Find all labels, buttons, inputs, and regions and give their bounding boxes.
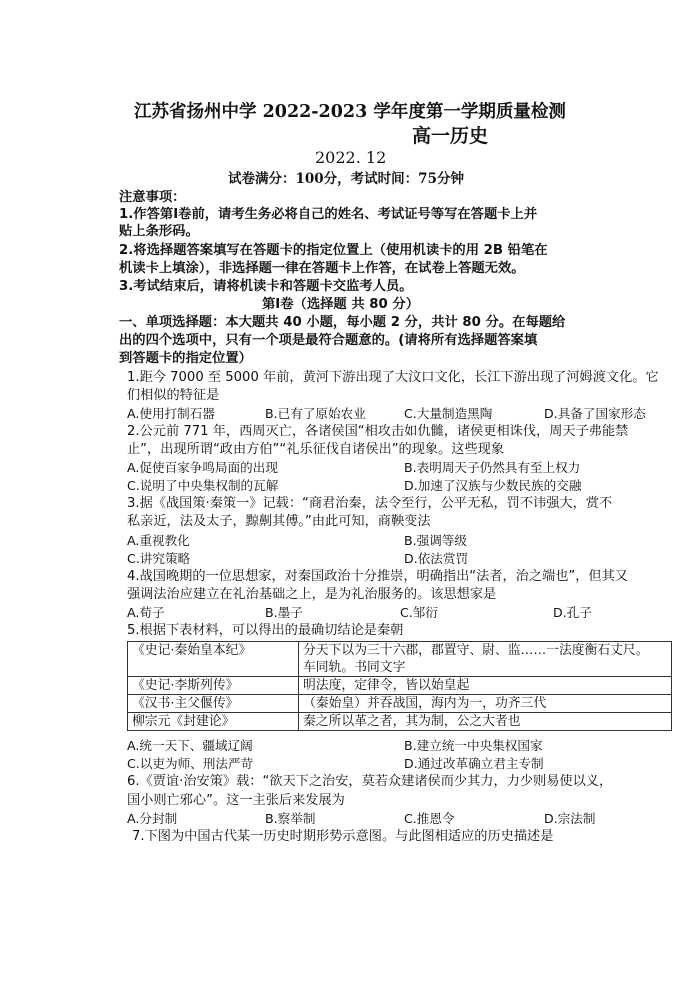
table-row: [128, 677, 672, 695]
table-row: [128, 713, 672, 731]
section-instructions-3: 到答题卡的指定位置）: [119, 351, 252, 366]
q1-stem-line-1: 1.距今 7000 至 5000 年前，黄河下游出现了大汶口文化，长江下游出现了河姆渡文化。它: [127, 370, 659, 385]
q6-option-a: A.分封制: [127, 811, 178, 826]
q6-option-d: D.宗法制: [544, 811, 596, 826]
table-row: [128, 642, 672, 677]
q2-option-b: B.表明周天子仍然具有至上权力: [404, 460, 581, 475]
q5-stem: 5.根据下表材料，可以得出的最确切结论是秦朝: [127, 623, 404, 638]
q4-option-c: C.邹衍: [400, 605, 438, 620]
notes-heading: 注意事项：: [119, 190, 186, 205]
subject-title: 高一历史: [412, 125, 489, 147]
q6-option-b: B.察举制: [265, 811, 316, 826]
exam-title: 江苏省扬州中学 2022-2023 学年度第一学期质量检测: [134, 102, 566, 122]
q2-option-c: C.说明了中央集权制的瓦解: [127, 478, 279, 493]
quote-cell: [299, 642, 672, 677]
source-cell: 《汉书·主父偃传》: [128, 695, 299, 713]
section-instructions-1: 一、单项选择题：本大题共 40 小题，每小题 2 分，共计 80 分。在每题给: [119, 315, 566, 330]
q5-option-d: D.通过改革确立君主专制: [404, 756, 544, 771]
quote-line: 车同轨。书同文字: [303, 660, 406, 675]
q4-option-b: B.墨子: [265, 605, 303, 620]
q5-option-b: B.建立统一中央集权国家: [404, 738, 543, 753]
q4-stem-line-1: 4.战国晚期的一位思想家，对秦国政治十分推崇，明确指出“法者，治之端也”，但其又: [127, 569, 628, 584]
section-title: 第Ⅰ卷（选择题 共 80 分）: [262, 297, 420, 312]
note-2-line-1: 2.将选择题答案填写在答题卡的指定位置上（使用机读卡的用 2B 铅笔在: [119, 243, 548, 258]
q5-source-table: [127, 641, 672, 731]
exam-date: 2022. 12: [315, 148, 387, 167]
note-3: 3.考试结束后，请将机读卡和答题卡交监考人员。: [119, 279, 413, 294]
q4-option-d: D.孔子: [553, 605, 592, 620]
q3-stem-line-2: 私亲近，法及太子，黥劓其傅。”由此可知，商鞅变法: [127, 514, 431, 529]
note-1-line-1: 1.作答第Ⅰ卷前，请考生务必将自己的姓名、考试证号等写在答题卡上并: [119, 207, 538, 222]
q1-option-b: B.已有了原始农业: [265, 406, 366, 421]
quote-cell: 秦之所以革之者，其为制，公之大者也: [299, 713, 672, 731]
q5-option-a: A.统一天下、疆域辽阔: [127, 738, 253, 753]
q2-stem-line-2: 止”，出现所谓“政由方伯”“礼乐征伐自诸侯出”的现象。这些现象: [127, 442, 505, 457]
q6-option-c: C.推恩令: [404, 811, 455, 826]
note-1-line-2: 贴上条形码。: [119, 224, 199, 239]
quote-line: 分天下以为三十六郡，郡置守、尉、监……一法度衡石丈尺。: [303, 643, 649, 658]
q1-stem-line-2: 们相似的特征是: [127, 388, 220, 403]
q3-option-c: C.讲究策略: [127, 551, 191, 566]
q2-option-d: D.加速了汉族与少数民族的交融: [404, 478, 582, 493]
quote-cell: 明法度，定律令，皆以始皇起: [299, 677, 672, 695]
q3-option-b: B.强调等级: [404, 533, 468, 548]
q4-option-a: A.荀子: [127, 605, 165, 620]
q1-option-a: A.使用打制石器: [127, 406, 215, 421]
q2-stem-line-1: 2.公元前 771 年，西周灭亡，各诸侯国“相攻击如仇雠，诸侯更相诛伐，周天子弗能禁: [127, 424, 629, 439]
q6-stem-line-1: 6.《贾谊·治安策》载：“欲天下之治安，莫若众建诸侯而少其力，力少则易使以义，: [127, 774, 613, 789]
quote-cell: （秦始皇）并吞战国，海内为一，功齐三代: [299, 695, 672, 713]
q5-option-c: C.以吏为师、刑法严苛: [127, 756, 254, 771]
q1-option-d: D.具备了国家形态: [544, 406, 646, 421]
exam-info: 试卷满分：100分，考试时间：75分钟: [228, 171, 464, 187]
q6-stem-line-2: 国小则亡邪心”。这一主张后来发展为: [127, 793, 345, 808]
q1-option-c: C.大量制造黑陶: [404, 406, 493, 421]
source-cell: 柳宗元《封建论》: [128, 713, 299, 731]
source-cell: 《史记·李斯列传》: [128, 677, 299, 695]
note-2-line-2: 机读卡上填涂），非选择题一律在答题卡上作答，在试卷上答题无效。: [119, 261, 525, 276]
q3-option-a: A.重视教化: [127, 533, 190, 548]
q4-stem-line-2: 强调法治应建立在礼治基础之上，是为礼治服务的。该思想家是: [127, 587, 497, 602]
q3-stem-line-1: 3.据《战国策·秦策一》记载：“商君治秦，法令至行，公平无私，罚不讳强大，赏不: [127, 496, 613, 511]
q2-option-a: A.促使百家争鸣局面的出现: [127, 460, 278, 475]
source-cell: 《史记·秦始皇本纪》: [128, 642, 299, 677]
q3-option-d: D.依法赏罚: [404, 551, 469, 566]
section-instructions-2: 出的四个选项中，只有一个项是最符合题意的。(请将所有选择题答案填: [119, 333, 538, 348]
q7-stem: 7.下图为中国古代某一历史时期形势示意图。与此图相适应的历史描述是: [132, 829, 554, 844]
table-row: [128, 695, 672, 713]
